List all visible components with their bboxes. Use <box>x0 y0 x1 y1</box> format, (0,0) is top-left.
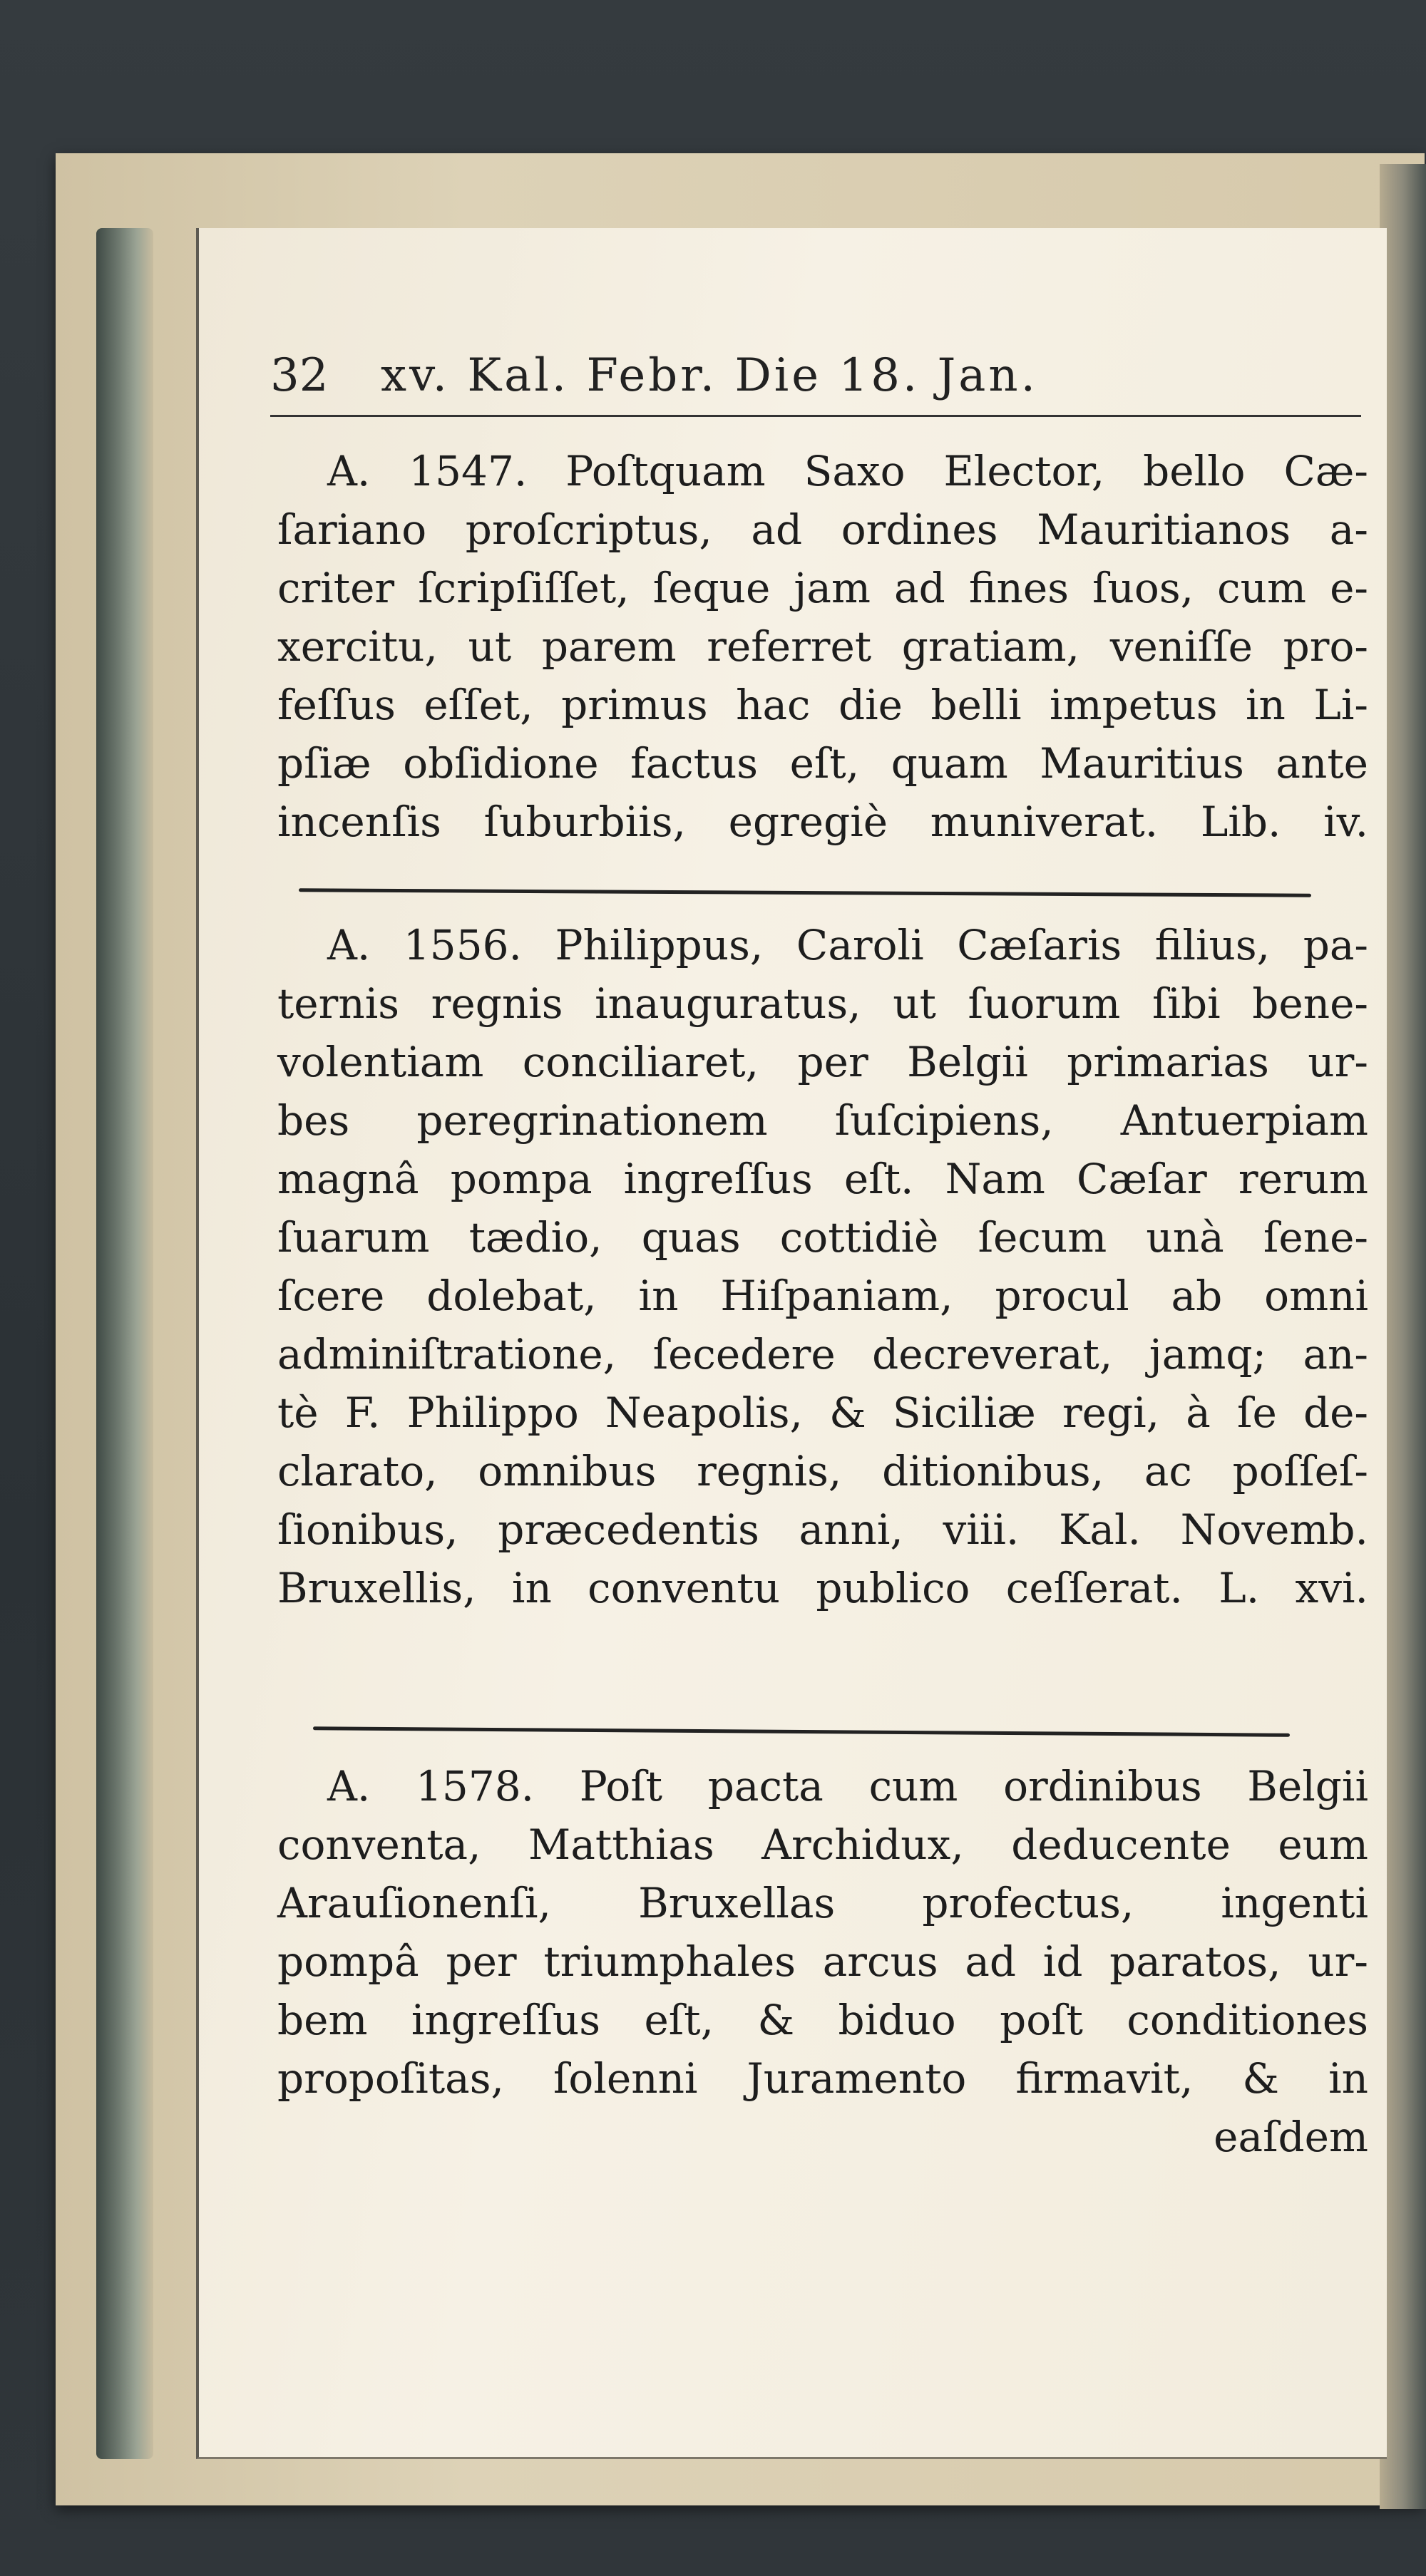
text-line: ternis regnis inauguratus, ut ſuorum ſibi bene- <box>277 979 1368 1028</box>
text-line: pſiæ obſidione factus eſt, quam Mauritius ante <box>277 739 1368 788</box>
entry-1556 <box>277 916 1368 1617</box>
text-line: pompâ per triumphales arcus ad id paratos, ur- <box>277 1937 1368 1986</box>
text-line: Bruxellis, in conventu publico ceſſerat. L. xvi. <box>277 1564 1368 1612</box>
text-line: feſſus eſſet, primus hac die belli impetus in Li- <box>277 681 1368 729</box>
text-line: ſariano proſcriptus, ad ordines Mauritianos a- <box>277 505 1368 554</box>
header-rule <box>270 415 1361 417</box>
text-line: bem ingreſſus eſt, & biduo poſt conditiones <box>277 1996 1368 2044</box>
text-line: xercitu, ut parem referret gratiam, veniſſe pro- <box>277 622 1368 671</box>
text-line: conventa, Matthias Archidux, deducente eum <box>277 1820 1368 1869</box>
entry-1578 <box>277 1757 1368 2166</box>
text-line: volentiam conciliaret, per Belgii primarias ur- <box>277 1038 1368 1086</box>
section-divider <box>313 1726 1290 1737</box>
text-line: incenſis ſuburbiis, egregiè muniverat. Lib. iv. <box>277 798 1368 846</box>
text-line: ſionibus, præcedentis anni, viii. Kal. Novemb. <box>277 1505 1368 1554</box>
text-line: tè F. Philippo Neapolis, & Siciliæ regi, à ſe de- <box>277 1389 1368 1437</box>
page-number: 32 <box>270 349 329 402</box>
page-header <box>270 349 1361 428</box>
book-spine-edge <box>96 228 153 2459</box>
text-line: ſuarum tædio, quas cottidiè ſecum unà ſene- <box>277 1213 1368 1262</box>
running-head: xv. Kal. Febr. Die 18. Jan. <box>381 349 1038 402</box>
text-line: ſcere dolebat, in Hiſpaniam, procul ab omni <box>277 1272 1368 1320</box>
text-line: bes peregrinationem ſuſcipiens, Antuerpiam <box>277 1096 1368 1145</box>
text-line: adminiſtratione, ſecedere decreverat, jamq; an- <box>277 1330 1368 1379</box>
catchword: eaſdem <box>1214 2113 1368 2161</box>
text-line: propoſitas, ſolenni Juramento firmavit, & in <box>277 2054 1368 2103</box>
book-page <box>196 228 1387 2459</box>
text-line: criter ſcripſiſſet, ſeque jam ad fines ſuos, cum e- <box>277 564 1368 612</box>
text-line: A. 1547. Poſtquam Saxo Elector, bello Cæ- <box>327 447 1368 495</box>
section-divider <box>299 888 1311 897</box>
text-line: A. 1578. Poſt pacta cum ordinibus Belgii <box>327 1762 1368 1810</box>
text-line: Arauſionenſi, Bruxellas profectus, ingenti <box>277 1879 1368 1927</box>
text-line: magnâ pompa ingreſſus eſt. Nam Cæſar rerum <box>277 1155 1368 1203</box>
text-line: clarato, omnibus regnis, ditionibus, ac poſſeſ- <box>277 1447 1368 1495</box>
text-line: A. 1556. Philippus, Caroli Cæſaris filius, pa- <box>327 921 1368 969</box>
entry-1547 <box>277 442 1368 851</box>
